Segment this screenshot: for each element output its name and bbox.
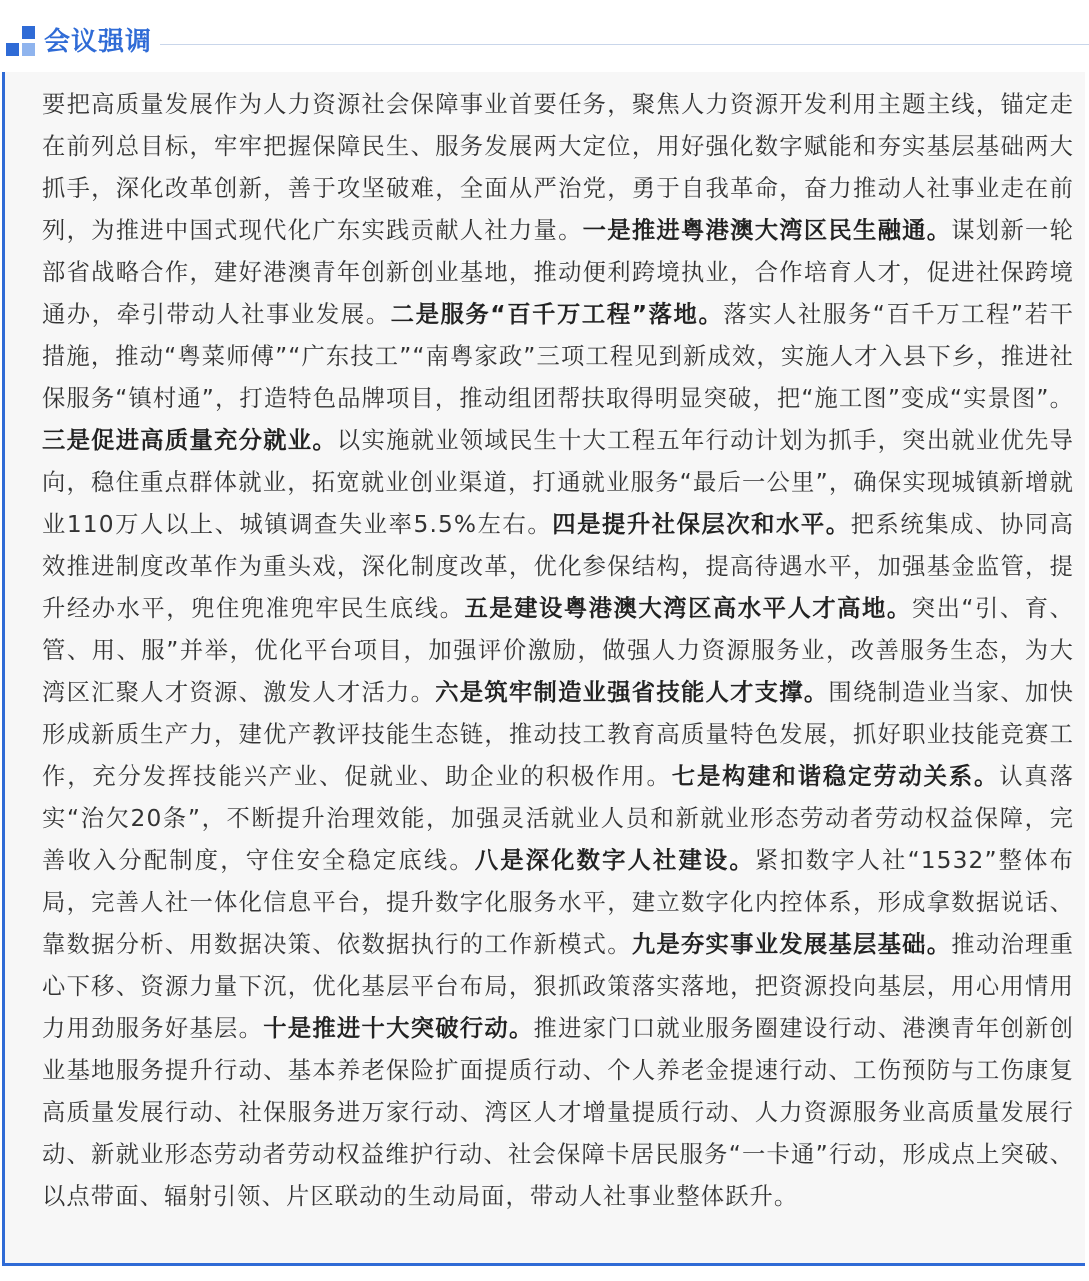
header-divider: [160, 44, 1089, 45]
bold-heading: 二是服务“百千万工程”落地。: [390, 301, 724, 328]
bold-heading: 七是构建和谐稳定劳动关系。: [671, 763, 1000, 790]
bold-heading: 四是提升社保层次和水平。: [552, 511, 851, 538]
section-header: [0, 0, 1089, 72]
body-text: 谋划新一轮部省战略合作，建好港澳青年创新创业基地，推动便利跨境执业，合作培育人才，促进社保跨境通办，牵引带动人社事业发展。: [42, 217, 1075, 328]
blocks-icon: [0, 22, 40, 62]
body-text: 要把高质量发展作为人力资源社会保障事业首要任务，聚焦人力资源开发利用主题主线，锚定走在前列总目标，牢牢把握保障民生、服务发展两大定位，用好强化数字赋能和夯实基层基础两大抓手，深化改革创新，善于攻坚破难，全面从严治党，勇于自我革命，奋力推动人社事业走在前列，为推进中国式现代化广东实践贡献人社力量。: [42, 91, 1074, 244]
body-text: 推进家门口就业服务圈建设行动、港澳青年创新创业基地服务提升行动、基本养老保险扩面提质行动、个人养老金提速行动、工伤预防与工伤康复高质量发展行动、社保服务进万家行动、湾区人才增量提质行动、人力资源服务业高质量发展行动、新就业形态劳动者劳动权益维护行动、社会保障卡居民服务“一卡通”行动，形成点上突破、以点带面、辐射引领、片区联动的生动局面，带动人社事业整体跃升。: [42, 1015, 1074, 1210]
bold-heading: 三是促进高质量充分就业。: [42, 427, 337, 454]
body-text: 落实人社服务“百千万工程”若干措施，推动“粤菜师傅”“广东技工”“南粤家政”三项工程见到新成效，实施人才入县下乡，推进社保服务“镇村通”，打造特色品牌项目，推动组团帮扶取得明显突破，把“施工图”变成“实景图”。: [42, 301, 1074, 412]
content-box: [2, 72, 1085, 1266]
bold-heading: 八是深化数字人社建设。: [474, 847, 755, 874]
body-text: 推动治理重心下移、资源力量下沉，优化基层平台布局，狠抓政策落实落地，把资源投向基层，用心用情用力用劲服务好基层。: [42, 931, 1074, 1042]
body-text: 以实施就业领域民生十大工程五年行动计划为抓手，突出就业优先导向，稳住重点群体就业，拓宽就业创业渠道，打通就业服务“最后一公里”，确保实现城镇新增就业110万人以上、城镇调查失业率5.5%左右。: [42, 427, 1075, 538]
bold-heading: 九是夯实事业发展基层基础。: [631, 931, 952, 958]
body-text: 把系统集成、协同高效推进制度改革作为重头戏，深化制度改革，优化参保结构，提高待遇水平，加强基金监管，提升经办水平，兜住兜准兜牢民生底线。: [42, 511, 1075, 622]
bold-heading: 十是推进十大突破行动。: [263, 1015, 534, 1042]
body-text: 围绕制造业当家、加快形成新质生产力，建优产教评技能生态链，推动技工教育高质量特色发展，抓好职业技能竞赛工作，充分发挥技能兴产业、促就业、助企业的积极作用。: [42, 679, 1074, 790]
bold-heading: 一是推进粤港澳大湾区民生融通。: [582, 217, 952, 244]
body-text: 紧扣数字人社“1532”整体布局，完善人社一体化信息平台，提升数字化服务水平，建立数字化内控体系，形成拿数据说话、靠数据分析、用数据决策、依数据执行的工作新模式。: [42, 847, 1074, 958]
bold-heading: 五是建设粤港澳大湾区高水平人才高地。: [464, 595, 912, 622]
body-paragraph: [42, 84, 1074, 1218]
body-text: 认真落实“治欠20条”，不断提升治理效能，加强灵活就业人员和新就业形态劳动者劳动权益保障，完善收入分配制度，守住安全稳定底线。: [42, 763, 1074, 874]
section-title: 会议强调: [44, 27, 153, 57]
body-text: 突出“引、育、管、用、服”并举，优化平台项目，加强评价激励，做强人力资源服务业，改善服务生态，为大湾区汇聚人才资源、激发人才活力。: [42, 595, 1074, 706]
bold-heading: 六是筑牢制造业强省技能人才支撑。: [435, 679, 829, 706]
